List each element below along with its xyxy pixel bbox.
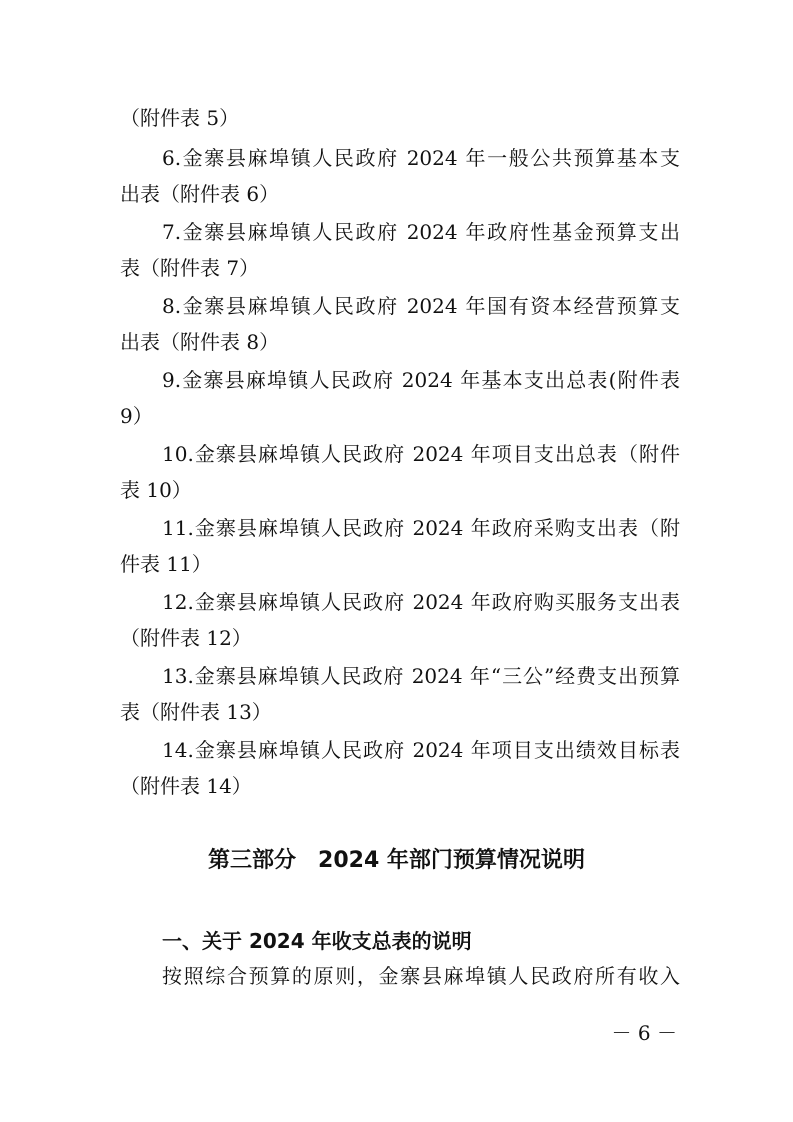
page-number: － 6 － <box>611 1021 677 1045</box>
list-item: 8.金寨县麻埠镇人民政府 2024 年国有资本经营预算支 <box>162 294 680 318</box>
list-item: 13.金寨县麻埠镇人民政府 2024 年“三公”经费支出预算 <box>162 664 680 688</box>
list-item: 12.金寨县麻埠镇人民政府 2024 年政府购买服务支出表 <box>162 590 680 614</box>
subsection-title: 一、关于 2024 年收支总表的说明 <box>162 929 472 953</box>
list-item-continuation: （附件表 12） <box>120 626 252 650</box>
list-item-continuation: 表 10） <box>120 478 192 502</box>
list-item-continuation: （附件表 14） <box>120 774 252 798</box>
list-item-continuation: 表（附件表 7） <box>120 256 260 280</box>
list-item-continuation: 出表（附件表 8） <box>120 330 280 354</box>
section-title: 第三部分 2024 年部门预算情况说明 <box>208 848 585 873</box>
list-item: 6.金寨县麻埠镇人民政府 2024 年一般公共预算基本支 <box>162 146 680 170</box>
list-item: 11.金寨县麻埠镇人民政府 2024 年政府采购支出表（附 <box>162 516 680 540</box>
list-item-continuation: （附件表 5） <box>120 106 240 130</box>
list-item: 7.金寨县麻埠镇人民政府 2024 年政府性基金预算支出 <box>162 220 680 244</box>
list-item: 14.金寨县麻埠镇人民政府 2024 年项目支出绩效目标表 <box>162 738 680 762</box>
list-item: 10.金寨县麻埠镇人民政府 2024 年项目支出总表（附件 <box>162 442 680 466</box>
list-item-continuation: 出表（附件表 6） <box>120 182 280 206</box>
body-paragraph: 按照综合预算的原则，金寨县麻埠镇人民政府所有收入 <box>162 964 680 988</box>
list-item-continuation: 表（附件表 13） <box>120 700 272 724</box>
list-item-continuation: 件表 11） <box>120 552 212 576</box>
list-item-continuation: 9） <box>120 404 153 428</box>
list-item: 9.金寨县麻埠镇人民政府 2024 年基本支出总表(附件表 <box>162 368 680 392</box>
